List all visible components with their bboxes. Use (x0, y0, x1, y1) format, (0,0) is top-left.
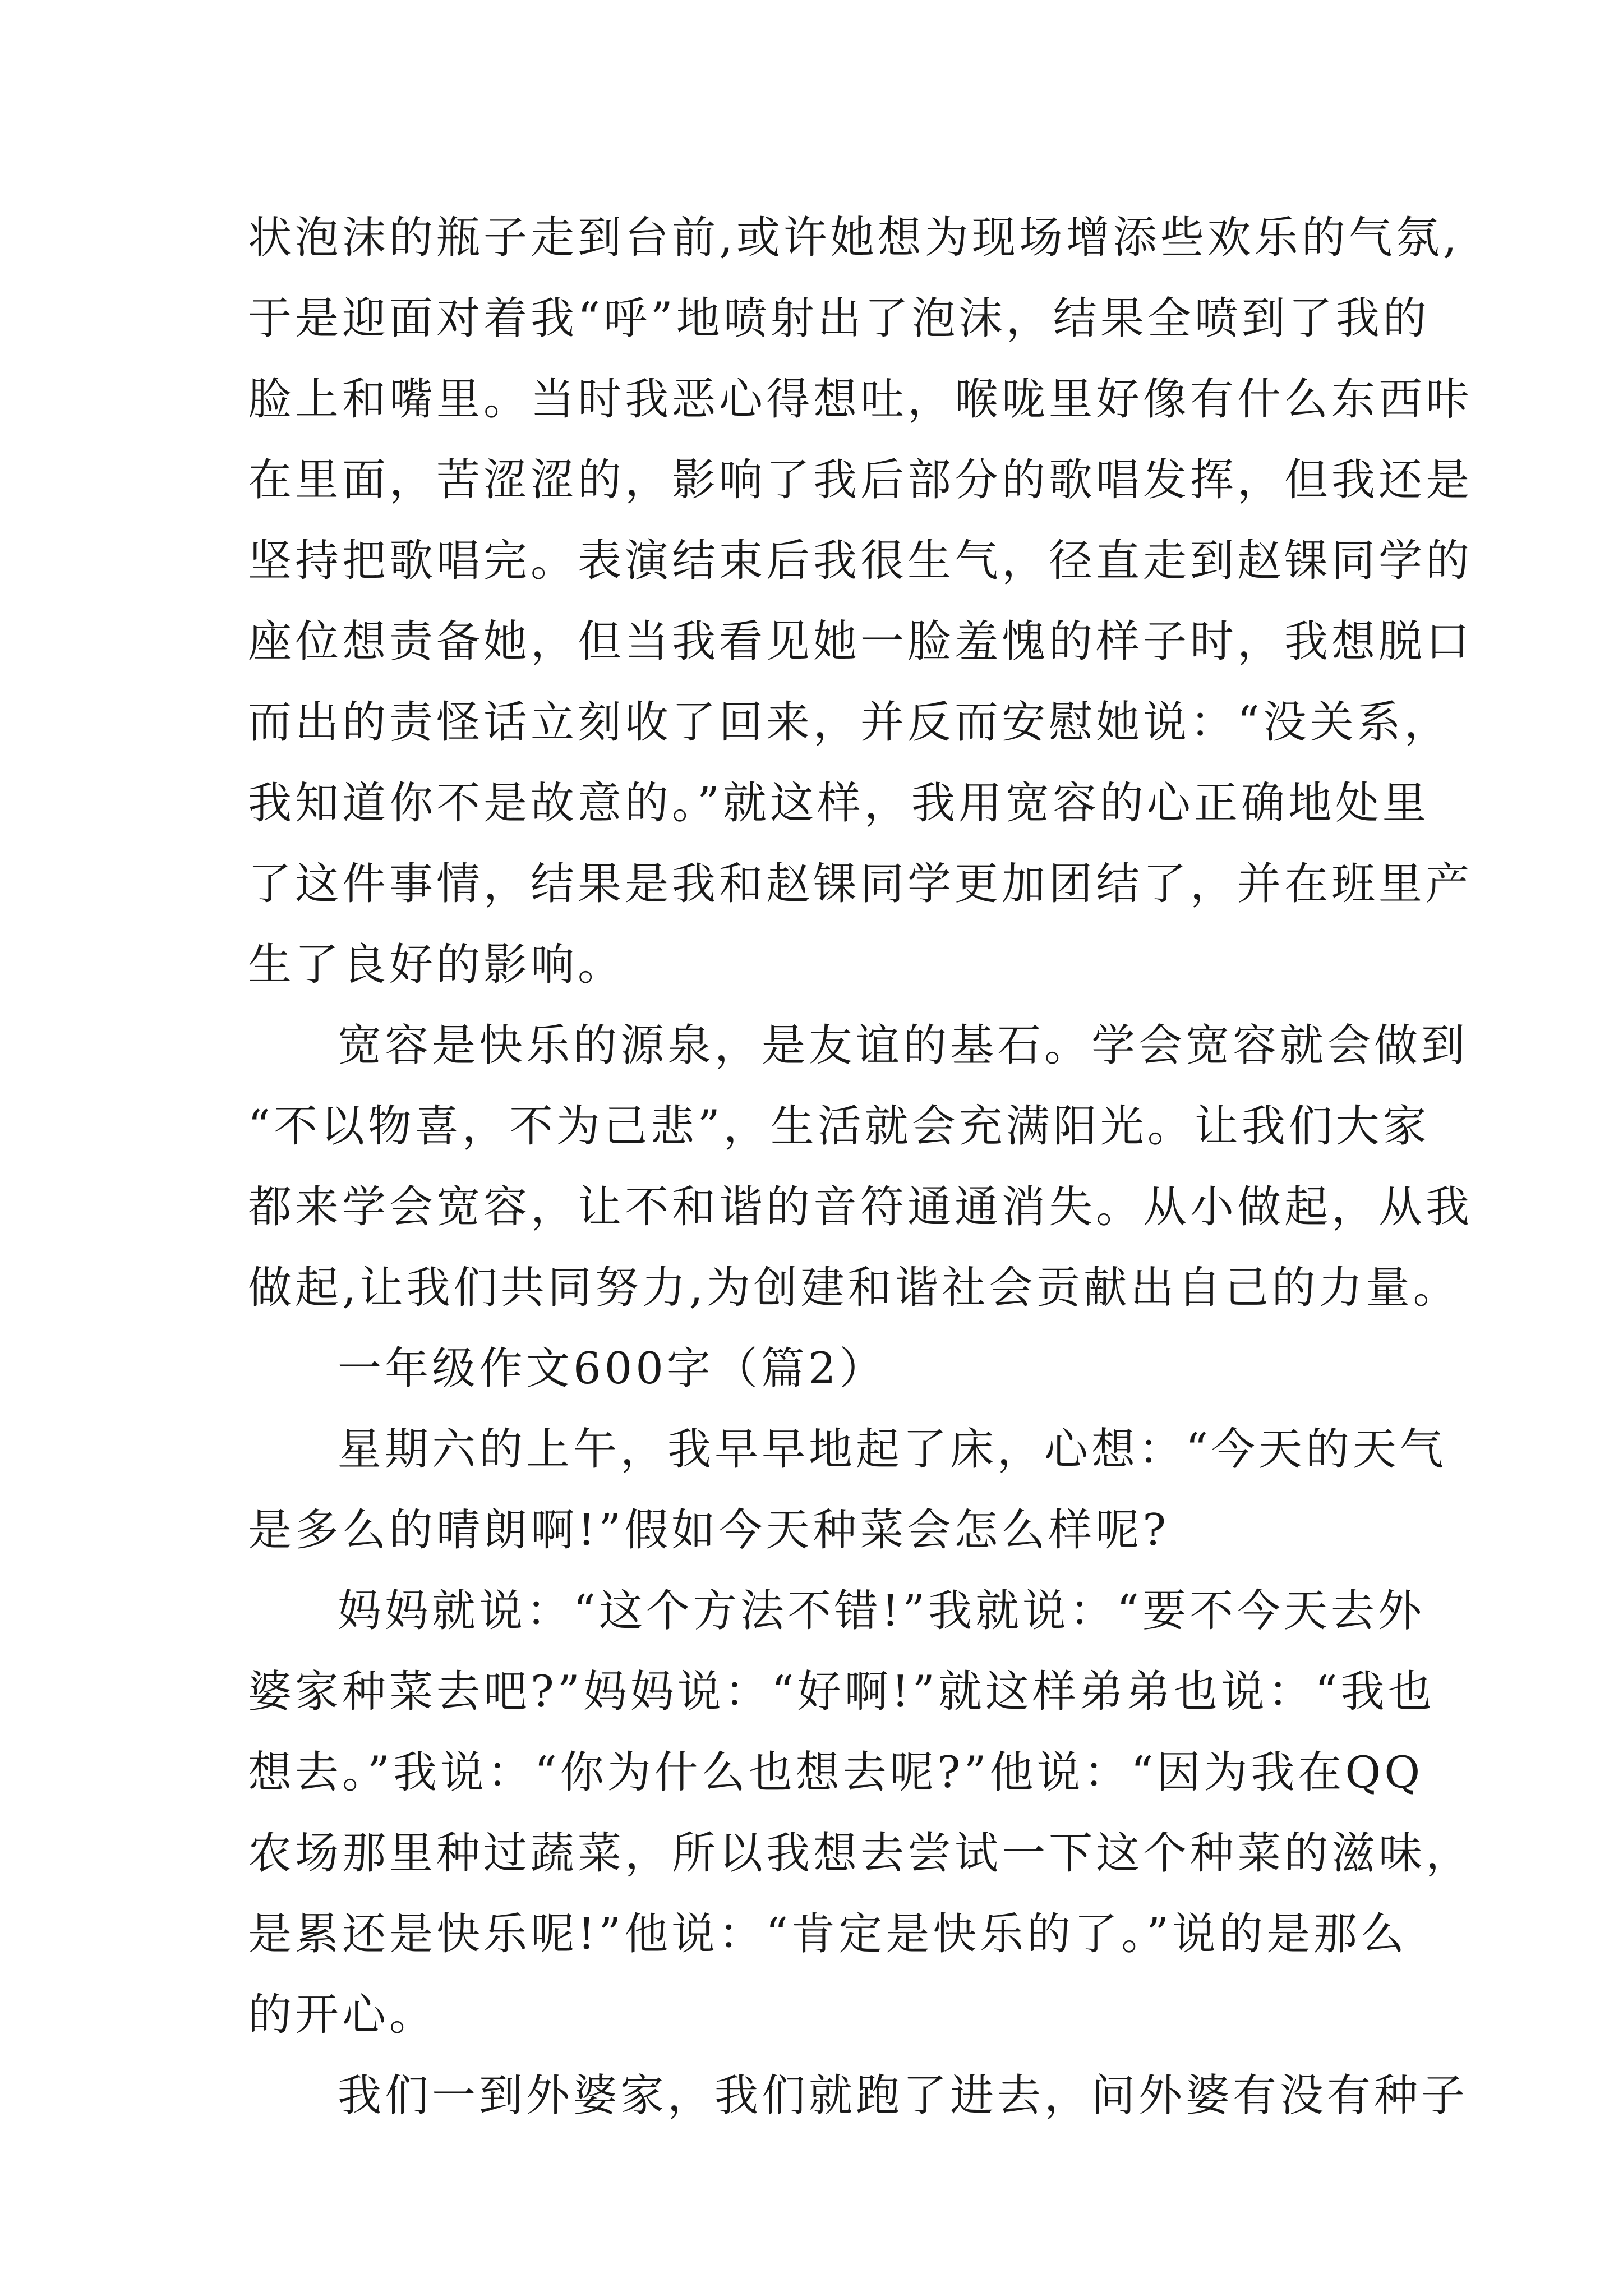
text-line: 是多么的晴朗啊!”假如今天种菜会怎么样呢? (248, 1505, 1170, 1556)
paragraph-start-line: 我们一到外婆家，我们就跑了进去，问外婆有没有种子 (338, 2070, 1469, 2121)
text-line: 是累还是快乐呢!”他说：“肯定是快乐的了。”说的是那么 (248, 1909, 1408, 1959)
text-line: 我知道你不是故意的。”就这样，我用宽容的心正确地处里 (248, 778, 1430, 829)
text-line: 于是迎面对着我“呼”地喷射出了泡沫，结果全喷到了我的 (248, 293, 1430, 344)
text-line: 想去。”我说：“你为什么也想去呢?”他说：“因为我在QQ (248, 1747, 1424, 1798)
text-line: 状泡沫的瓶子走到台前,或许她想为现场增添些欢乐的气氛, (248, 213, 1460, 263)
paragraph-start-line: 宽容是快乐的源泉，是友谊的基石。学会宽容就会做到 (338, 1020, 1469, 1071)
text-line: 脸上和嘴里。当时我恶心得想吐，喉咙里好像有什么东西咔 (248, 374, 1473, 425)
text-line: 农场那里种过蔬菜，所以我想去尝试一下这个种菜的滋味， (248, 1828, 1473, 1879)
text-line: “不以物喜，不为己悲”，生活就会充满阳光。让我们大家 (248, 1101, 1430, 1152)
section-heading: 一年级作文600字（篇2） (338, 1343, 887, 1394)
paragraph-start-line: 星期六的上午，我早早地起了床，心想：“今天的天气 (338, 1424, 1447, 1475)
text-line: 做起,让我们共同努力,为创建和谐社会贡献出自己的力量。 (248, 1263, 1460, 1313)
text-line: 而出的责怪话立刻收了回来，并反而安慰她说：“没关系， (248, 697, 1451, 748)
text-line: 的开心。 (248, 1990, 437, 2040)
text-line: 座位想责备她，但当我看见她一脸羞愧的样子时，我想脱口 (248, 616, 1473, 667)
text-line: 坚持把歌唱完。表演结束后我很生气，径直走到赵锞同学的 (248, 536, 1473, 586)
text-line: 婆家种菜去吧?”妈妈说：“好啊!”就这样弟弟也说：“我也 (248, 1667, 1435, 1717)
paragraph-start-line: 妈妈就说：“这个方法不错!”我就说：“要不今天去外 (338, 1586, 1425, 1636)
text-line: 生了良好的影响。 (248, 940, 625, 990)
text-line: 都来学会宽容，让不和谐的音符通通消失。从小做起，从我 (248, 1182, 1473, 1232)
text-line: 在里面，苦涩涩的，影响了我后部分的歌唱发挥，但我还是 (248, 455, 1473, 505)
text-line: 了这件事情，结果是我和赵锞同学更加团结了，并在班里产 (248, 859, 1473, 909)
